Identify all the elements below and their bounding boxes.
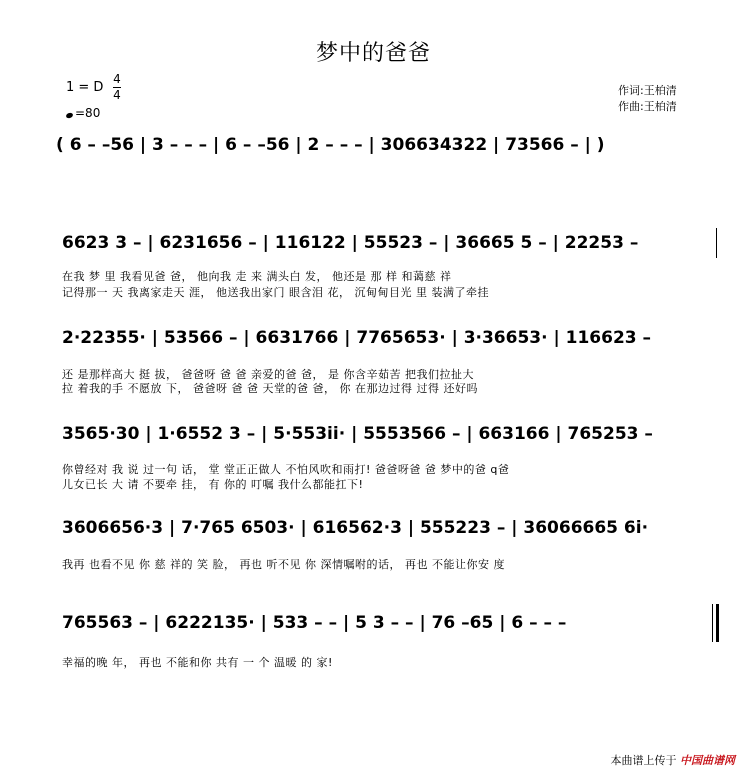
lyricist-credit: 作词:王柏清 [618, 84, 677, 97]
page-title: 梦中的爸爸 [315, 41, 431, 66]
music-row-4: 3606656·3 | 7·765 6503· | 616562·3 | 555223 – | 36066665 6i· [62, 518, 649, 538]
intro-music: ( 6 – –56 | 3 – – – | 6 – –56 | 2 – – – | 306634322 | 73566 – | ) [56, 135, 605, 155]
lyric-row-2-line-1: 还 是那样高大 挺 拔， 爸爸呀 爸 爸 亲爱的爸 爸， 是 你含辛茹苦 把我们拉扯大 [62, 368, 474, 381]
site-logo: 中国曲谱网 [680, 754, 735, 767]
lyric-row-1-line-1: 在我 梦 里 我看见爸 爸， 他向我 走 来 满头白 发， 他还是 那 样 和蔼慈 祥 [62, 270, 452, 283]
lyric-row-3-line-1: 你曾经对 我 说 过一句 话， 堂 堂正正做人 不怕风吹和雨打! 爸爸呀爸 爸 梦中的爸 q爸 [62, 463, 510, 476]
quarter-note-icon [65, 112, 73, 119]
time-signature-bottom: 4 [113, 88, 121, 102]
music-row-3: 3565·30 | 1·6552 3 – | 5·553ii· | 5553566 – | 663166 | 765253 – [62, 424, 653, 444]
lyric-row-2-line-2: 拉 着我的手 不愿放 下， 爸爸呀 爸 爸 天堂的爸 爸， 你 在那边过得 过得 还好吗 [62, 382, 478, 395]
lyric-row-4-line-1: 我再 也看不见 你 慈 祥的 笑 脸， 再也 听不见 你 深情嘱咐的话， 再也 不能让你安 度 [62, 558, 505, 571]
row-1-end-barline [716, 228, 717, 258]
tempo-value: =80 [75, 106, 101, 120]
key-signature: 1 = D [66, 80, 104, 95]
final-barline-thin [712, 604, 713, 642]
time-signature [113, 72, 121, 103]
music-row-5: 765563 – | 6222135· | 533 – – | 5 3 – – | 76 –65 | 6 – – – [62, 613, 567, 633]
tempo-marking [66, 106, 100, 120]
lyric-row-1-line-2: 记得那一 天 我离家走天 涯， 他送我出家门 眼含泪 花， 沉甸甸目光 里 装满了牵挂 [62, 286, 489, 299]
composer-credit: 作曲:王柏清 [618, 100, 677, 113]
music-row-2: 2·22355· | 53566 – | 6631766 | 7765653· | 3·36653· | 116623 – [62, 328, 652, 348]
footer [611, 752, 736, 768]
music-row-1: 6623 3 – | 6231656 – | 116122 | 55523 – | 36665 5 – | 22253 – [62, 233, 639, 253]
time-signature-top: 4 [113, 72, 121, 86]
lyric-row-5-line-1: 幸福的晚 年， 再也 不能和你 共有 一 个 温暖 的 家! [62, 656, 333, 669]
lyric-row-3-line-2: 儿女已长 大 请 不要牵 挂， 有 你的 叮嘱 我什么都能扛下! [62, 478, 364, 491]
footer-text: 本曲谱上传于 [610, 754, 677, 767]
final-barline-thick [716, 604, 719, 642]
